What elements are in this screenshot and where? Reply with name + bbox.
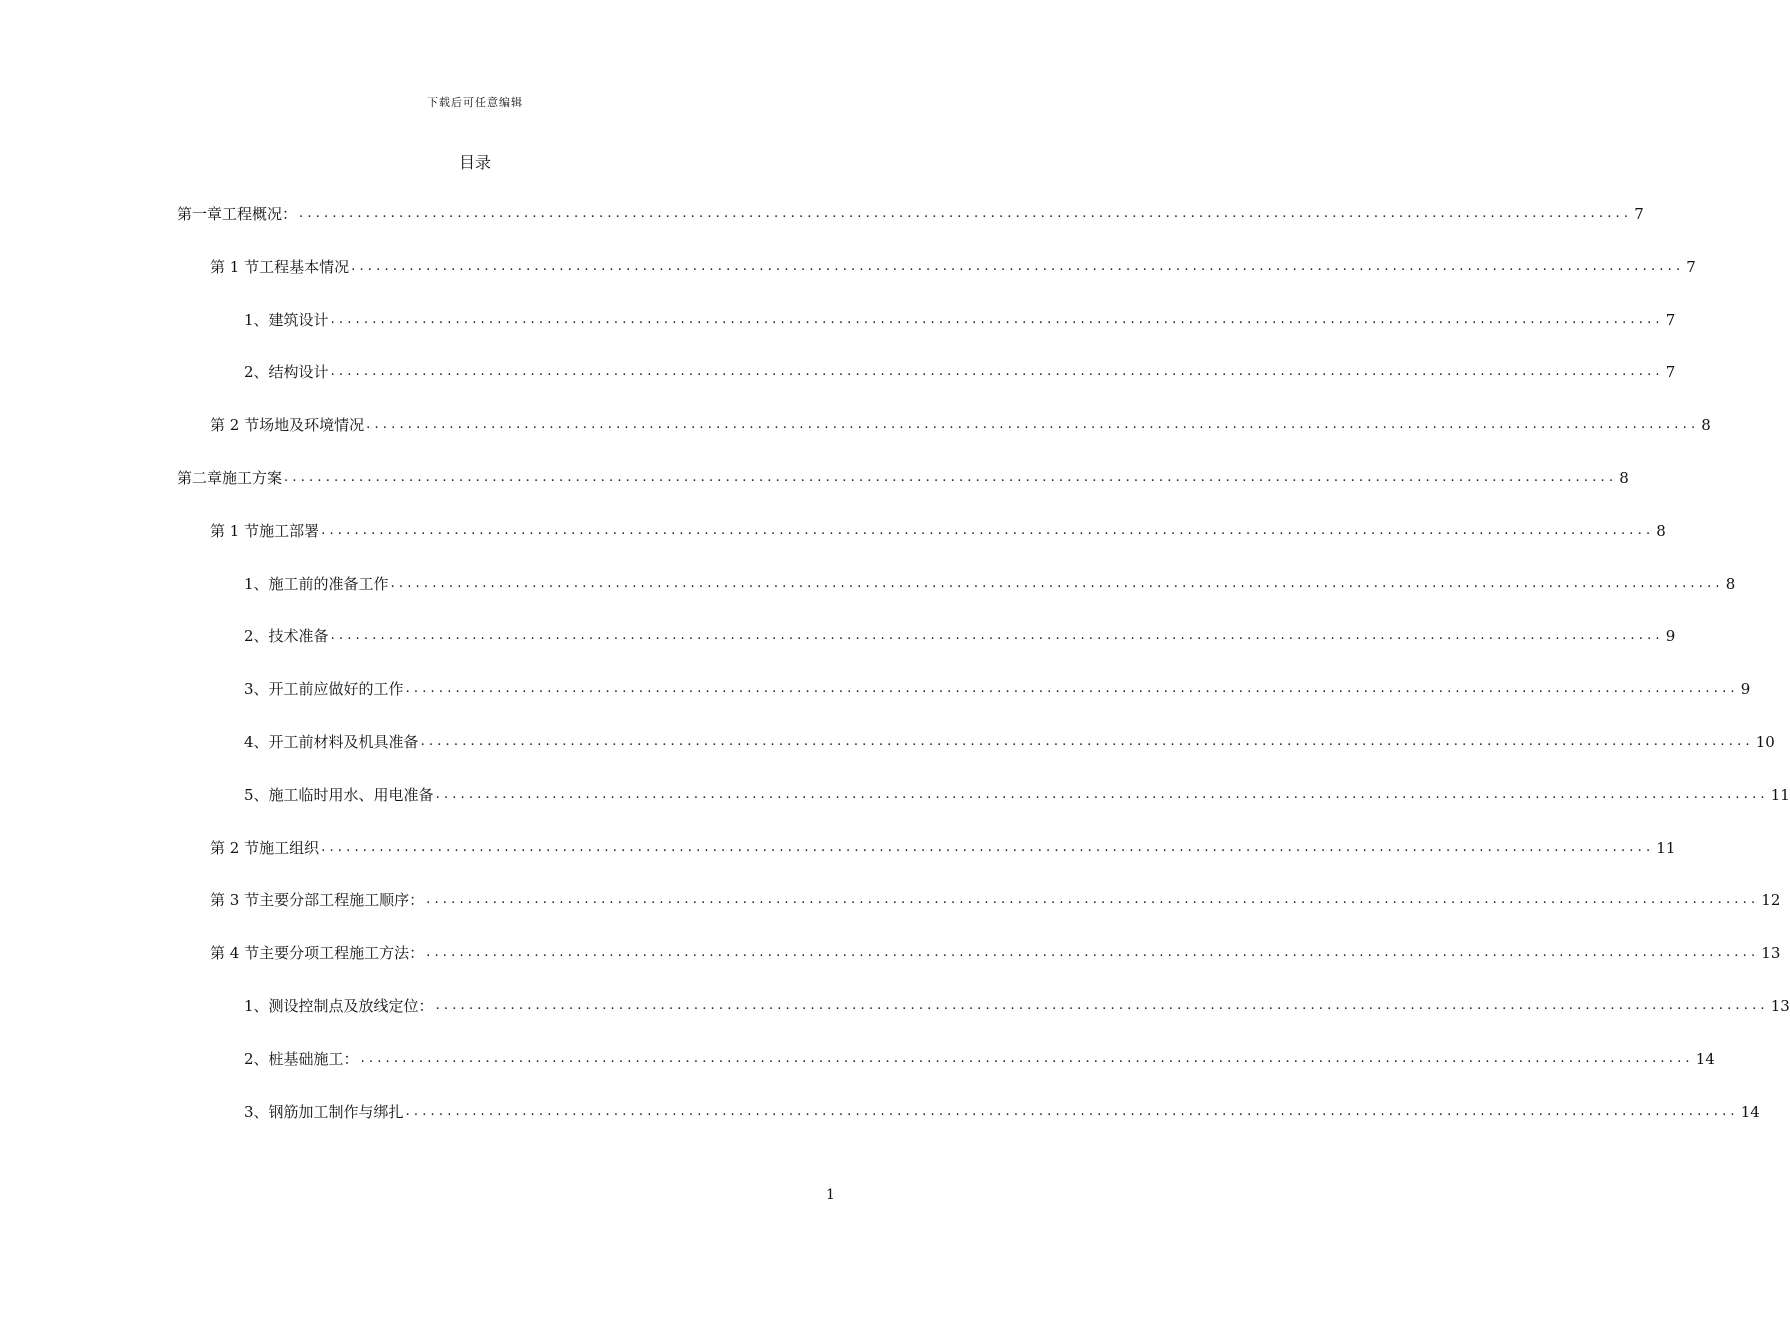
toc-dot-leader: ................................................................................................................................................................ <box>435 998 1769 1013</box>
toc-entry-number: 3、 <box>244 1102 269 1121</box>
toc-entry[interactable] <box>210 413 1711 437</box>
toc-entry-number: 2、 <box>244 627 269 646</box>
toc-entry-page: 8 <box>1619 469 1629 487</box>
toc-dot-leader: ................................................................................................................................................................ <box>321 522 1655 538</box>
toc-entry-number: 3、 <box>244 680 269 699</box>
toc-entry[interactable] <box>244 572 1736 596</box>
toc-entry-page: 10 <box>1755 733 1775 751</box>
toc-entry-title: 施工方案 <box>222 469 283 487</box>
toc-entry[interactable] <box>244 994 1790 1018</box>
toc-entry-number: 2、 <box>244 1049 269 1068</box>
toc-dot-leader: ................................................................................................................................................................ <box>360 1050 1694 1066</box>
toc-entry-title: 技术准备 <box>268 627 329 646</box>
toc-entry-page: 7 <box>1634 205 1644 223</box>
toc-entry-page: 12 <box>1761 891 1781 910</box>
toc-entry-page: 13 <box>1761 944 1781 963</box>
toc-dot-leader: ................................................................................................................................................................ <box>284 470 1618 485</box>
toc-dot-leader: ................................................................................................................................................................ <box>351 258 1685 274</box>
toc-entry-page: 13 <box>1770 997 1790 1015</box>
toc-entry[interactable] <box>244 677 1751 701</box>
toc-entry-title: 结构设计 <box>268 363 329 382</box>
toc-entry[interactable] <box>244 1047 1715 1071</box>
toc-entry-number: 4、 <box>244 733 269 751</box>
toc-entry-title: 施工临时用水、用电准备 <box>268 785 434 804</box>
toc-entry-title: 钢筋加工制作与绑扎 <box>268 1102 404 1121</box>
toc-entry-page: 8 <box>1725 574 1736 593</box>
toc-entry-title: 建筑设计 <box>268 310 329 329</box>
toc-entry[interactable] <box>244 1100 1760 1124</box>
toc-entry-number: 2、 <box>244 363 269 382</box>
toc-entry-title: 工程基本情况 <box>259 257 350 276</box>
toc-entry[interactable] <box>244 308 1676 332</box>
toc-entry-number: 第二章 <box>177 469 223 487</box>
toc-entry[interactable] <box>244 730 1775 754</box>
toc-entry-page: 7 <box>1665 363 1676 382</box>
toc-entry-page: 7 <box>1686 257 1696 276</box>
toc-entry-number: 1、 <box>244 997 269 1015</box>
toc-entry-page: 9 <box>1665 627 1676 646</box>
toc-entry-number: 第 2 节 <box>210 416 260 435</box>
toc-entry-number: 第 2 节 <box>210 838 260 857</box>
toc-dot-leader: ................................................................................................................................................................ <box>405 1103 1739 1119</box>
page-number: 1 <box>826 1187 835 1203</box>
toc-dot-leader: ................................................................................................................................................................ <box>330 311 1664 327</box>
toc-dot-leader: ................................................................................................................................................................ <box>366 417 1700 433</box>
toc-dot-leader: ................................................................................................................................................................ <box>390 575 1724 591</box>
toc-dot-leader: ................................................................................................................................................................ <box>330 628 1664 644</box>
toc-entry[interactable] <box>210 888 1781 912</box>
toc-entry-number: 第 1 节 <box>210 257 260 276</box>
toc-entry[interactable] <box>177 202 1644 226</box>
toc-entry-page: 14 <box>1695 1049 1715 1068</box>
toc-dot-leader: ................................................................................................................................................................ <box>330 364 1664 380</box>
toc-entry-title: 测设控制点及放线定位： <box>268 997 434 1015</box>
toc-entry-number: 第 4 节 <box>210 944 260 963</box>
toc-entry[interactable] <box>210 519 1666 543</box>
toc-entry[interactable] <box>210 836 1676 860</box>
toc-entry-title: 施工部署 <box>259 521 320 540</box>
toc-entry-title: 桩基础施工： <box>268 1049 359 1068</box>
toc-entry-number: 第 1 节 <box>210 521 260 540</box>
toc-entry-page: 11 <box>1770 785 1790 804</box>
toc-entry[interactable] <box>244 783 1790 807</box>
toc-entry-page: 7 <box>1665 310 1676 329</box>
toc-entry-title: 主要分部工程施工顺序： <box>259 891 425 910</box>
toc-entry-number: 5、 <box>244 785 269 804</box>
toc-entry[interactable] <box>244 360 1676 384</box>
toc-title: 目录 <box>458 153 491 172</box>
toc-dot-leader: ................................................................................................................................................................ <box>420 734 1754 749</box>
toc-entry-number: 1、 <box>244 310 269 329</box>
header-note: 下载后可任意编辑 <box>427 96 523 109</box>
toc-dot-leader: ................................................................................................................................................................ <box>435 786 1769 802</box>
toc-entry[interactable] <box>244 624 1676 648</box>
toc-entry-title: 场地及环境情况 <box>259 416 365 435</box>
toc-entry-title: 主要分项工程施工方法： <box>259 944 425 963</box>
toc-entry-page: 8 <box>1656 521 1666 540</box>
toc-entry-title: 开工前应做好的工作 <box>268 680 404 699</box>
toc-dot-leader: ................................................................................................................................................................ <box>426 892 1760 908</box>
toc-dot-leader: ................................................................................................................................................................ <box>299 206 1633 221</box>
toc-entry-title: 施工前的准备工作 <box>268 574 389 593</box>
toc-entry-title: 工程概况： <box>222 205 298 223</box>
toc-entry-title: 施工组织 <box>259 838 320 857</box>
toc-entry-title: 开工前材料及机具准备 <box>268 733 419 751</box>
toc-entry-number: 1、 <box>244 574 269 593</box>
toc-entry-number: 第 3 节 <box>210 891 260 910</box>
toc-entry[interactable] <box>177 466 1629 490</box>
toc-dot-leader: ................................................................................................................................................................ <box>321 839 1655 855</box>
toc-dot-leader: ................................................................................................................................................................ <box>426 945 1760 961</box>
toc-entry-page: 14 <box>1740 1102 1760 1121</box>
toc-entry-page: 9 <box>1740 680 1751 699</box>
toc-entry-page: 11 <box>1656 838 1676 857</box>
toc-dot-leader: ................................................................................................................................................................ <box>405 681 1739 697</box>
toc-entry-page: 8 <box>1701 416 1711 435</box>
toc-entry-number: 第一章 <box>177 205 223 223</box>
toc-entry[interactable] <box>210 941 1781 965</box>
toc-entry[interactable] <box>210 255 1696 279</box>
